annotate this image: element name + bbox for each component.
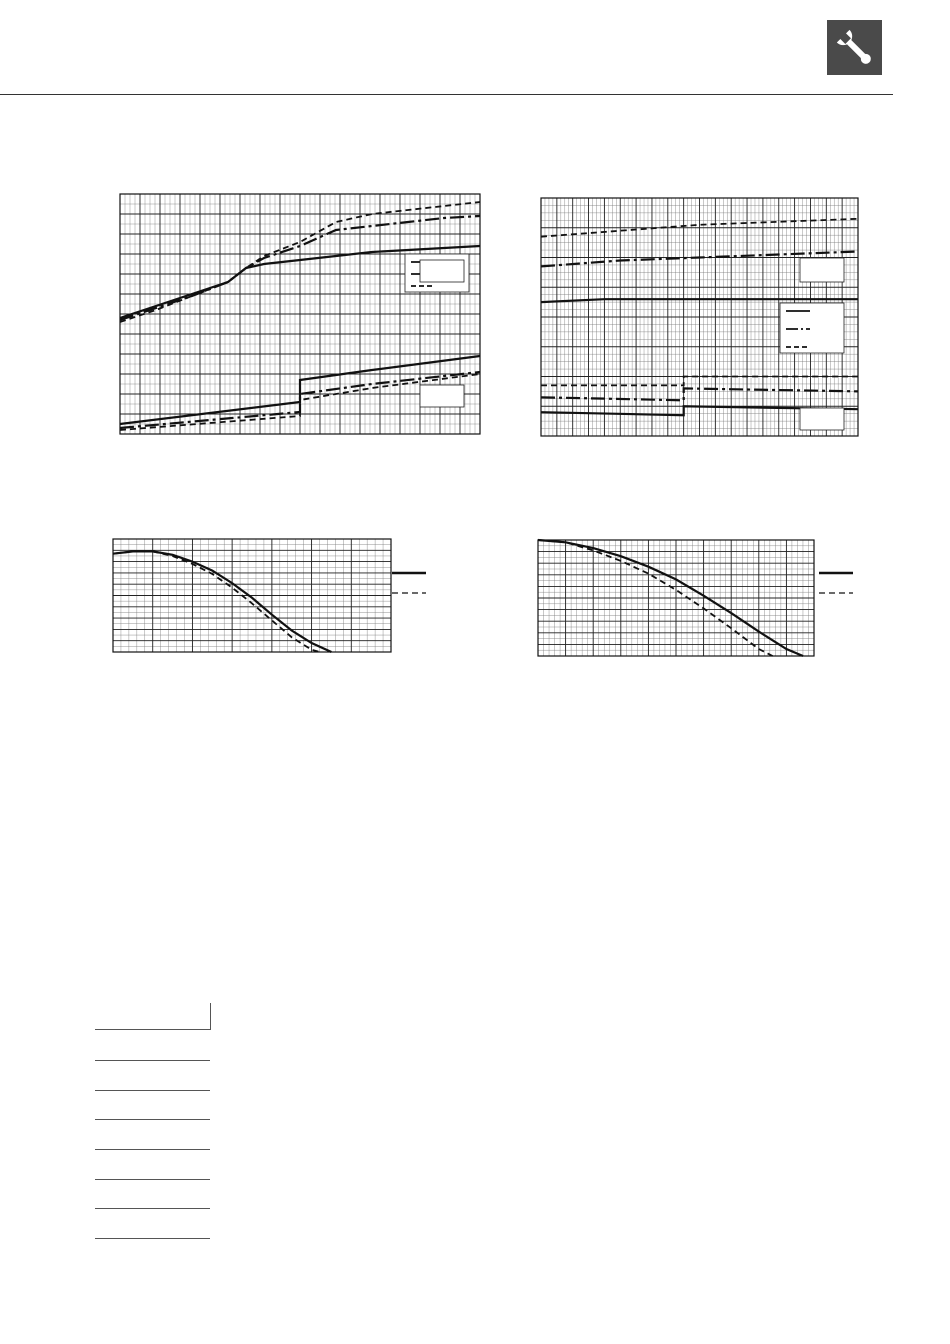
table-header-rule (95, 1029, 210, 1030)
chart-bottom-right (534, 538, 816, 658)
wrench-icon (827, 20, 882, 75)
chart-bottom-right-legend (817, 565, 857, 605)
table-row-rule (95, 1149, 210, 1150)
chart-top-right (529, 188, 859, 436)
table-row-rule (95, 1238, 210, 1239)
chart-bottom-left-legend (390, 565, 430, 605)
chart-bottom-left (107, 537, 397, 655)
label-box (420, 385, 464, 407)
table-row-rule (95, 1090, 210, 1091)
chart-top-left (108, 188, 483, 435)
label-box (800, 258, 844, 282)
table-header-divider (210, 1003, 211, 1030)
tool-badge (827, 20, 882, 75)
chart-svg (529, 188, 859, 436)
header-rule (0, 94, 893, 95)
table-row-rule (95, 1119, 210, 1120)
chart-svg (534, 538, 816, 658)
table-row-rule (95, 1060, 210, 1061)
table-row-rule (95, 1208, 210, 1209)
series-line-solid (113, 551, 331, 652)
chart-svg (107, 537, 397, 655)
label-box (420, 260, 464, 282)
table-row-rule (95, 1179, 210, 1180)
label-box (800, 408, 844, 430)
chart-svg (108, 188, 483, 435)
